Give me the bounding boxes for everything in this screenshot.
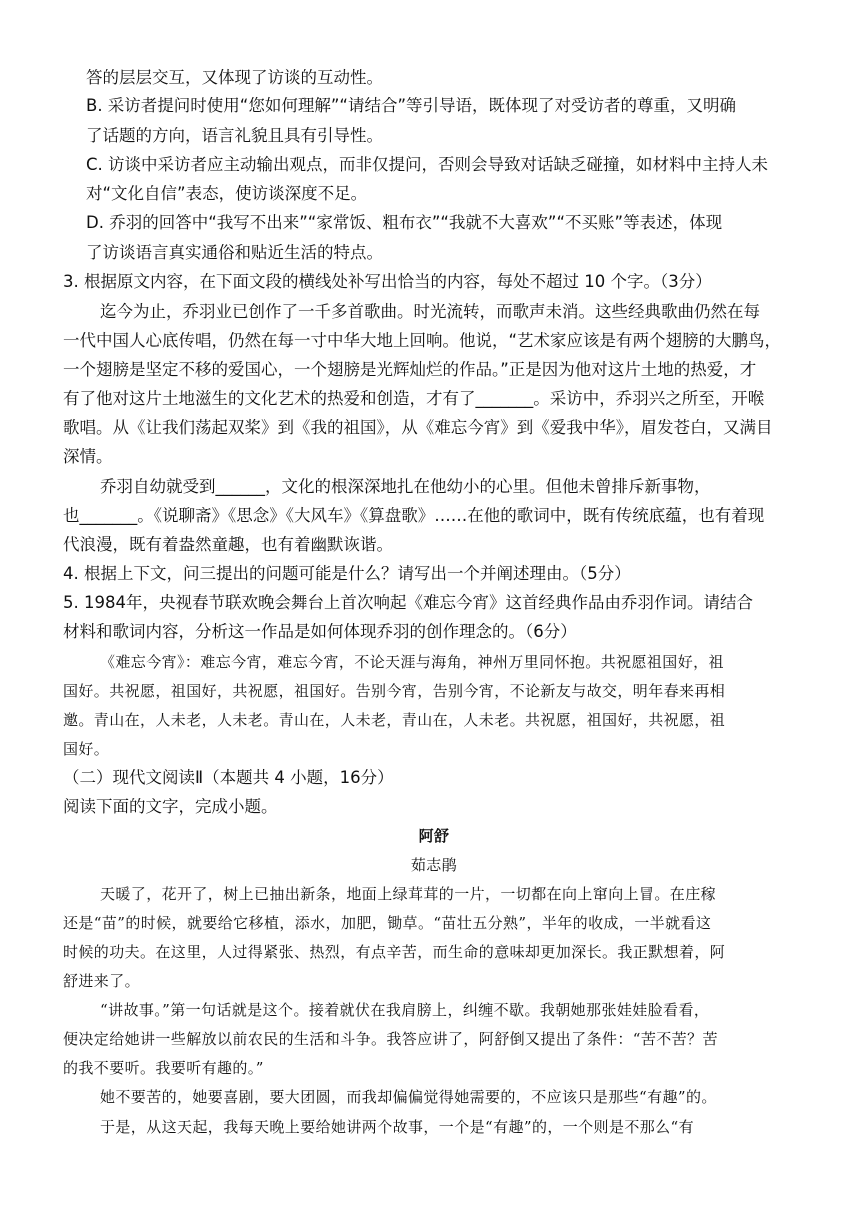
paragraph-line: 乔羽自幼就受到______，文化的根深深地扎在他幼小的心里。但他未曾排斥新事物， (100, 477, 711, 496)
article-line: 她不要苦的，她要喜剧，要大团圆，而我却偏偏觉得她需要的，不应该只是那些“有趣”的。 (100, 1088, 717, 1106)
question-4: 4. 根据上下文，问三提出的问题可能是什么？请写出一个并阐述理由。（5分） (63, 564, 631, 583)
article-line: 天暖了，花开了，树上已抽出新条，地面上绿茸茸的一片，一切都在向上窜向上冒。在庄稼 (100, 885, 717, 903)
text-line: 了话题的方向，语言礼貌且具有引导性。 (86, 126, 383, 145)
article-line: 的我不要听。我要听有趣的。” (63, 1059, 264, 1077)
lyrics-line: 国好。共祝愿，祖国好，共祝愿，祖国好。告别今宵，告别今宵，不论新友与故交，明年春来再相 (63, 682, 726, 700)
article-title: 阿舒 (418, 827, 450, 845)
article-author: 茹志鹃 (410, 856, 458, 874)
text-line: 了访谈语言真实通俗和贴近生活的特点。 (86, 243, 383, 262)
option-d: D. 乔羽的回答中“我写不出来”“家常饭、粗布衣”“我就不大喜欢”“不买账”等表述，体现 (86, 213, 723, 232)
paragraph-line: 一个翅膀是坚定不移的爱国心，一个翅膀是光辉灿烂的作品。”正是因为他对这片土地的热爱，才 (63, 360, 757, 379)
paragraph-line: 歌唱。从《让我们荡起双桨》到《我的祖国》，从《难忘今宵》到《爱我中华》，眉发苍白，又满目 (63, 418, 773, 437)
article-line: 便决定给她讲一些解放以前农民的生活和斗争。我答应讲了，阿舒倒又提出了条件：“苦不苦？苦 (63, 1030, 718, 1048)
lyrics-line: 邀。青山在，人未老，人未老。青山在，人未老，青山在，人未老。共祝愿，祖国好，共祝愿，祖 (63, 711, 726, 729)
paragraph-line: 一代中国人心底传唱，仍然在每一寸中华大地上回响。他说，“艺术家应该是有两个翅膀的大鹏鸟， (63, 331, 782, 350)
question-3: 3. 根据原文内容，在下面文段的横线处补写出恰当的内容，每处不超过 10 个字。（3分） (63, 272, 712, 291)
lyrics-line: 《难忘今宵》：难忘今宵，难忘今宵，不论天涯与海角，神州万里同怀抱。共祝愿祖国好，祖 (100, 653, 724, 671)
paragraph-line: 深情。 (63, 447, 113, 466)
option-c: C. 访谈中采访者应主动输出观点，而非仅提问，否则会导致对话缺乏碰撞，如材料中主持人未 (86, 155, 769, 174)
paragraph-line: 迄今为止，乔羽业已创作了一千多首歌曲。时光流转，而歌声未消。这些经典歌曲仍然在每 (100, 302, 760, 321)
option-b: B. 采访者提问时使用“您如何理解”“请结合”等引导语，既体现了对受访者的尊重，又明确 (86, 96, 737, 115)
instruction: 阅读下面的文字，完成小题。 (63, 797, 278, 816)
article-line: 舒进来了。 (63, 972, 141, 990)
text-line: 材料和歌词内容，分析这一作品是如何体现乔羽的创作理念的。（6分） (63, 622, 577, 641)
article-line: 于是，从这天起，我每天晚上要给她讲两个故事，一个是“有趣”的，一个则是不那么“有 (100, 1118, 695, 1136)
paragraph-line: 代浪漫，既有着盎然童趣，也有着幽默诙谐。 (63, 535, 393, 554)
text-line: 答的层层交互，又体现了访谈的互动性。 (86, 68, 383, 87)
question-5: 5. 1984年，央视春节联欢晚会舞台上首次响起《难忘今宵》这首经典作品由乔羽作词。请结合 (63, 593, 753, 612)
article-line: 还是“苗”的时候，就要给它移植，添水，加肥，锄草。“苗壮五分熟”，半年的收成，一半就看这 (63, 914, 712, 932)
text-line: 对“文化自信”表态，使访谈深度不足。 (86, 184, 368, 203)
paragraph-line: 也_______。《说聊斋》《思念》《大风车》《算盘歌》……在他的歌词中，既有传统底蕴，也有着现 (63, 506, 765, 525)
paragraph-line: 有了他对这片土地滋生的文化艺术的热爱和创造，才有了_______。采访中，乔羽兴之所至，开喉 (63, 389, 765, 408)
article-line: 时候的功夫。在这里，人过得紧张、热烈，有点辛苦，而生命的意味却更加深长。我正默想着，阿 (63, 943, 726, 961)
lyrics-line: 国好。 (63, 740, 110, 758)
article-line: “讲故事。”第一句话就是这个。接着就伏在我肩膀上，纠缠不歇。我朝她那张娃娃脸看看， (100, 1001, 710, 1019)
section-heading: （二）现代文阅读Ⅱ（本题共 4 小题，16分） (63, 768, 394, 787)
